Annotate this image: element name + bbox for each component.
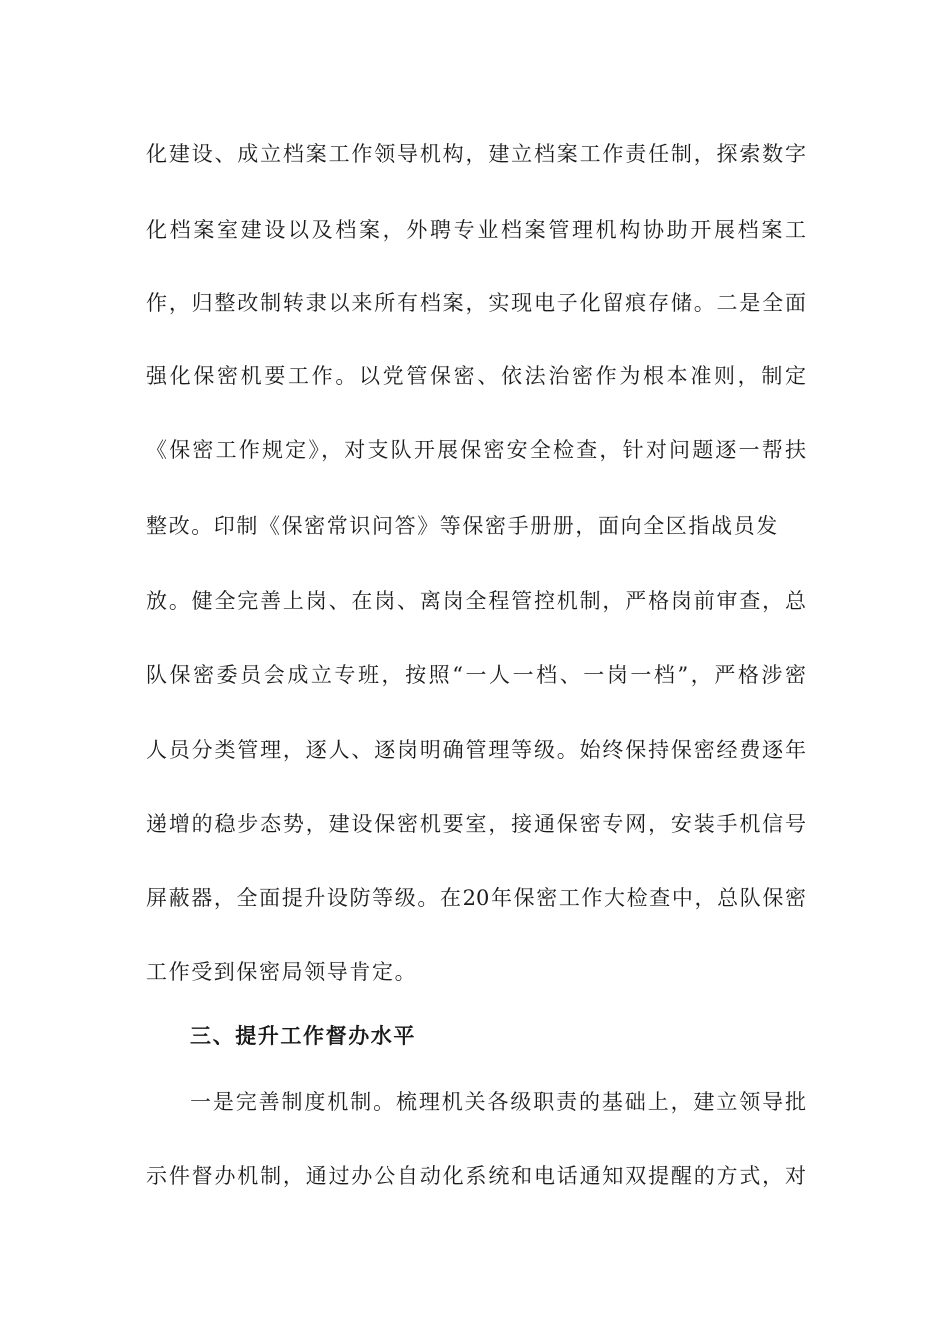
text-line: 《保密工作规定》，对支队开展保密安全检查，针对问题逐一帮扶 [146,438,806,462]
text-line: 作，归整改制转隶以来所有档案，实现电子化留痕存储。二是全面 [146,291,806,315]
text-line: 工作受到保密局领导肯定。 [146,960,418,984]
text-line: 队保密委员会成立专班，按照“一人一档、一岗一档”，严格涉密 [146,663,806,687]
text-line: 强化保密机要工作。以党管保密、依法治密作为根本准则，制定 [146,364,806,388]
text-line: 示件督办机制，通过办公自动化系统和电话通知双提醒的方式，对 [146,1164,806,1188]
text-line: 放。健全完善上岗、在岗、离岗全程管控机制，严格岗前审查，总 [146,589,806,613]
text-line: 屏蔽器，全面提升设防等级。在20年保密工作大检查中，总队保密 [146,886,806,910]
text-line: 化建设、成立档案工作领导机构，建立档案工作责任制，探索数字 [146,142,806,166]
text-line: 人员分类管理，逐人、逐岗明确管理等级。始终保持保密经费逐年 [146,738,806,762]
text-line: 整改。印制《保密常识问答》等保密手册册，面向全区指战员发 [146,514,779,538]
text-line: 化档案室建设以及档案，外聘专业档案管理机构协助开展档案工 [146,218,806,242]
text-line: 递增的稳步态势，建设保密机要室，接通保密专网，安装手机信号 [146,812,806,836]
text-line: 一是完善制度机制。梳理机关各级职责的基础上，建立领导批 [190,1090,806,1114]
section-heading: 三、提升工作督办水平 [190,1023,416,1048]
